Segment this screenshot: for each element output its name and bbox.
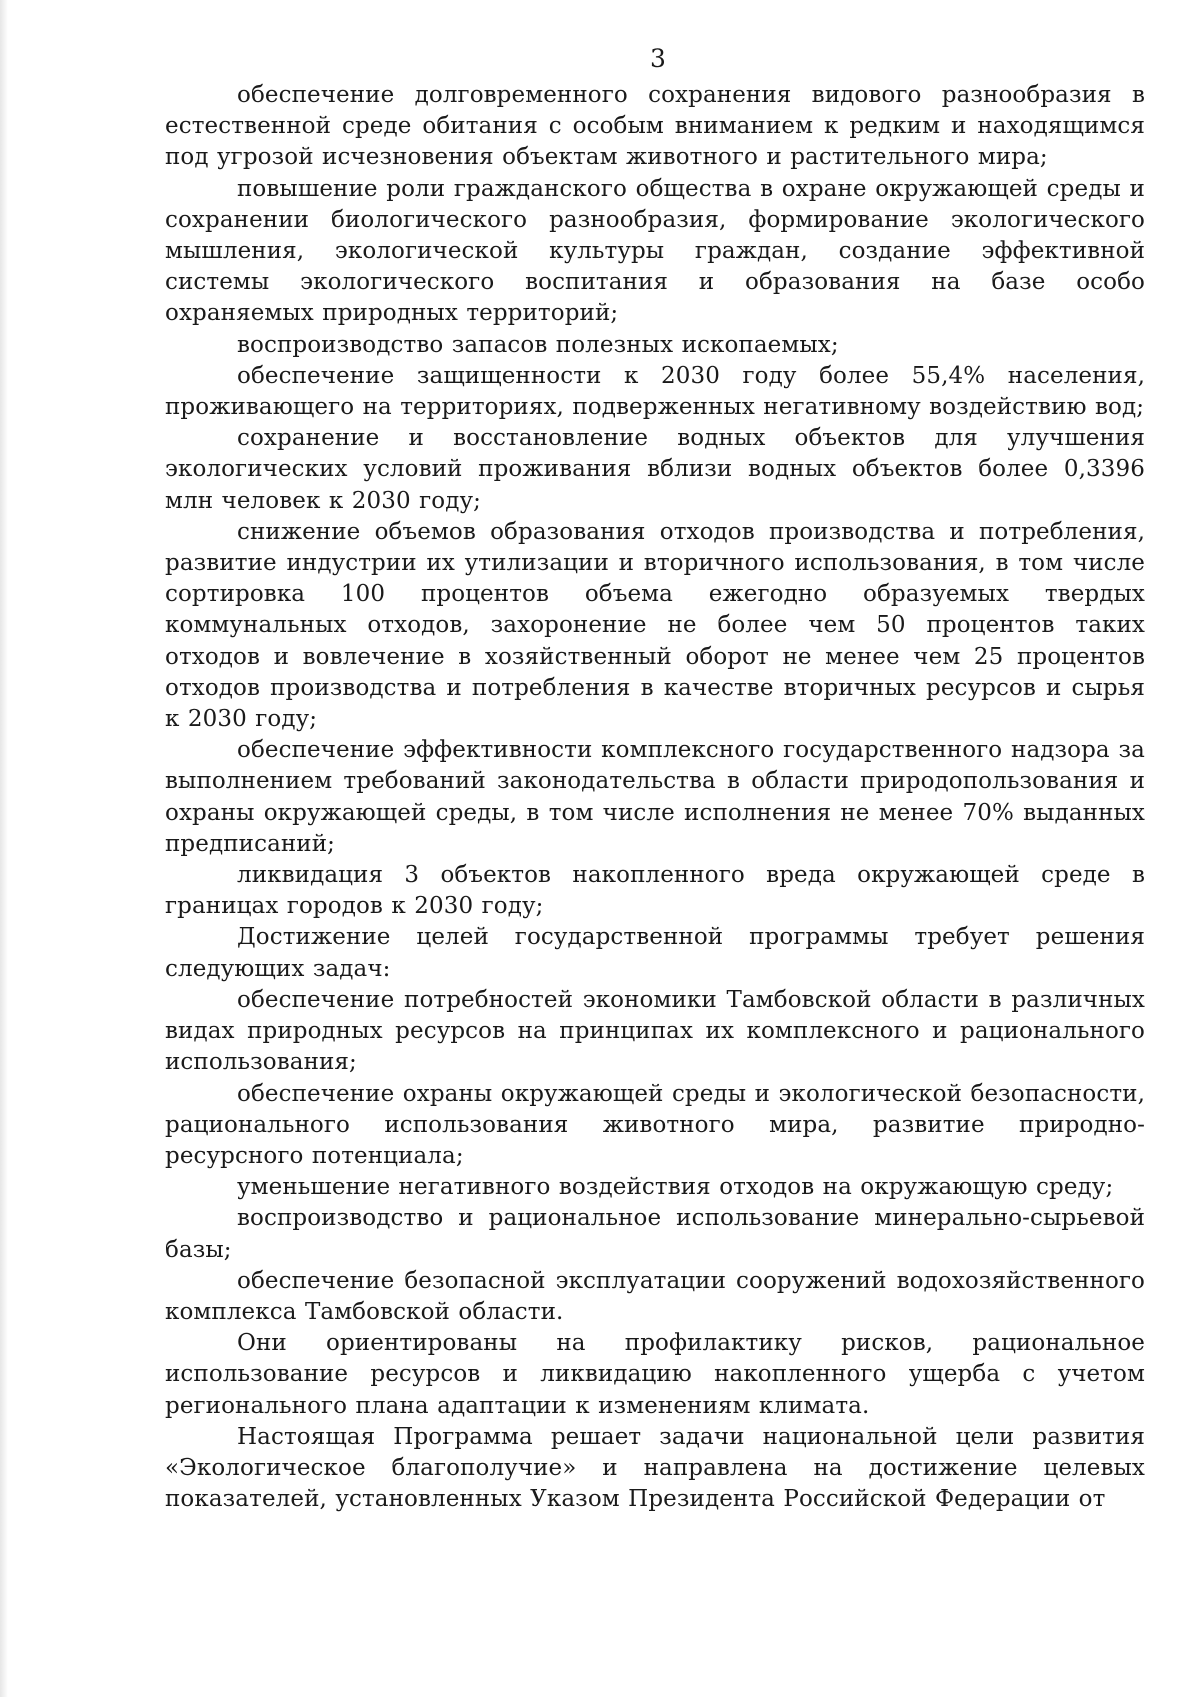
paragraph: сохранение и восстановление водных объектов для улучшения экологических условий проживания вблизи водных объектов более 0,3396 млн человек к 2030 году; (165, 425, 1145, 514)
paragraph: повышение роли гражданского общества в охране окружающей среды и сохранении биологического разнообразия, формирование экологического мышления, экологической культуры граждан, создание эффективной системы экологического воспитания и образования на базе особо охраняемых природных территорий; (165, 175, 1145, 327)
paragraph: уменьшение негативного воздействия отходов на окружающую среду; (237, 1174, 1114, 1201)
paragraph: Они ориентированы на профилактику рисков, рациональное использование ресурсов и ликвидацию накопленного ущерба с учетом регионального плана адаптации к изменениям климата. (165, 1330, 1145, 1419)
paragraph: обеспечение эффективности комплексного государственного надзора за выполнением требований законодательства в области природопользования и охраны окружающей среды, в том числе исполнения не менее 70% выданных предписаний; (165, 737, 1145, 857)
paragraph: обеспечение безопасной эксплуатации сооружений водохозяйственного комплекса Тамбовской области. (165, 1267, 1145, 1325)
paragraph: обеспечение долговременного сохранения видового разнообразия в естественной среде обитания с особым вниманием к редким и находящимся под угрозой исчезновения объектам животного и растительного мира; (165, 82, 1145, 171)
scan-edge (0, 0, 8, 1697)
paragraph: Настоящая Программа решает задачи национальной цели развития «Экологическое благополучие» и направлена на достижение целевых показателей, установленных Указом Президента Российской Федерации от (165, 1423, 1145, 1513)
paragraph: снижение объемов образования отходов производства и потребления, развитие индустрии их утилизации и вторичного использования, в том числе сортировка 100 процентов объема ежегодно образуемых твердых коммунальных отходов, захоронение не более чем 50 процентов таких отходов и вовлечение в хозяйственный оборот не менее чем 25 процентов отходов производства и потребления в качестве вторичных ресурсов и сырья к 2030 году; (165, 518, 1145, 733)
paragraph: обеспечение защищенности к 2030 году более 55,4% населения, проживающего на территориях, подверженных негативному воздействию вод; (165, 362, 1145, 421)
paragraph: обеспечение потребностей экономики Тамбовской области в различных видах природных ресурсов на принципах их комплексного и рационального использования; (165, 986, 1145, 1076)
paragraph: воспроизводство запасов полезных ископаемых; (237, 331, 839, 358)
paragraph: воспроизводство и рациональное использование минерально-сырьевой базы; (165, 1205, 1145, 1263)
page-number: 3 (650, 44, 666, 73)
paragraph: ликвидация 3 объектов накопленного вреда окружающей среде в границах городов к 2030 году; (165, 862, 1145, 920)
document-body (165, 80, 1145, 1515)
paragraph: Достижение целей государственной программы требует решения следующих задач: (165, 924, 1145, 982)
paragraph: обеспечение охраны окружающей среды и экологической безопасности, рационального использования животного мира, развитие природно-ресурсного потенциала; (165, 1080, 1145, 1169)
